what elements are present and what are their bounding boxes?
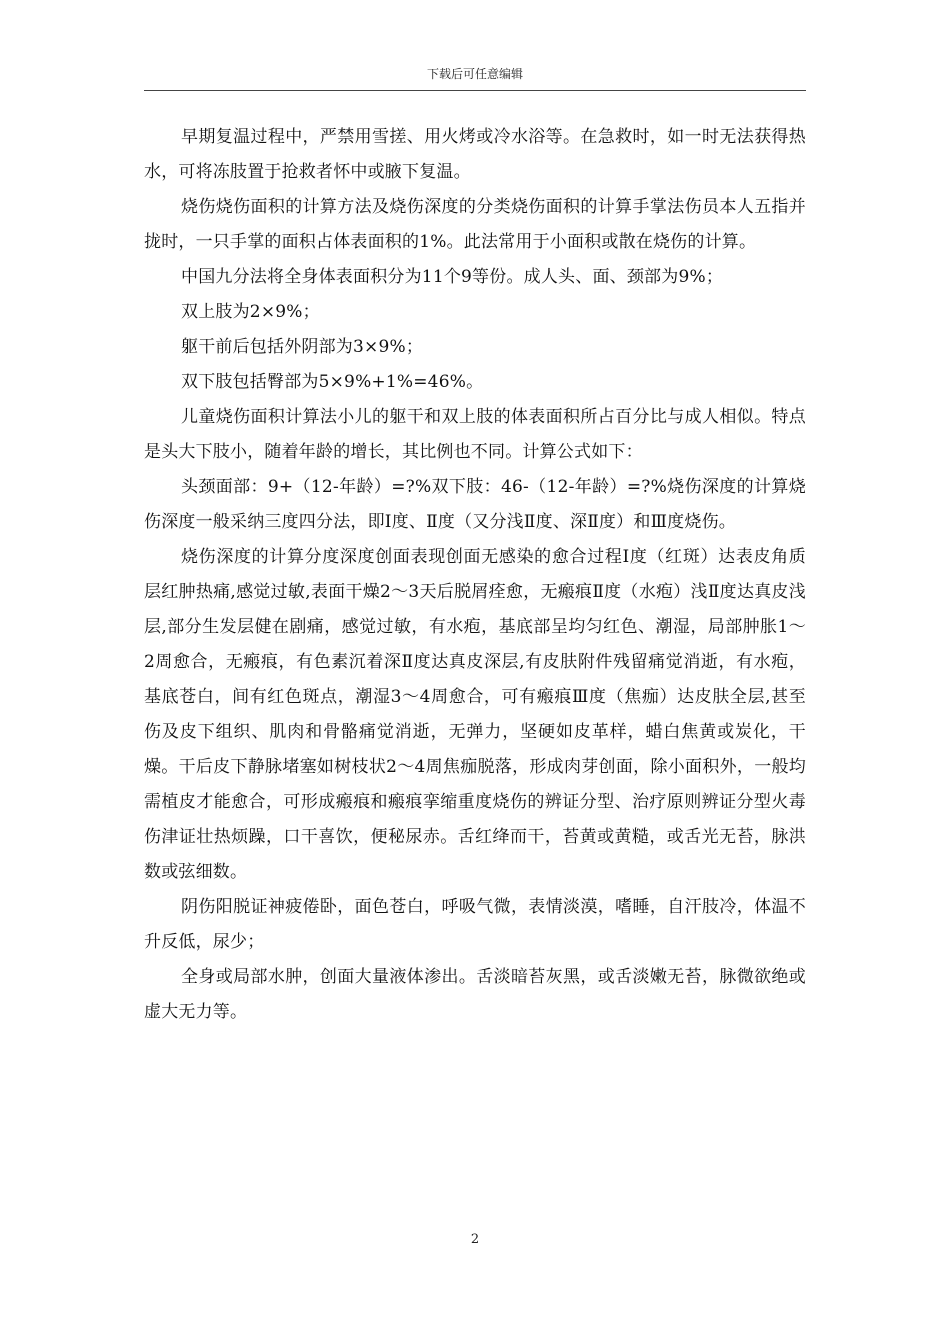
- paragraph: 中国九分法将全身体表面积分为11个9等份。成人头、面、颈部为9%；: [181, 267, 724, 287]
- page-number: 2: [470, 1232, 480, 1247]
- paragraph: 躯干前后包括外阴部为3×9%；: [181, 337, 424, 357]
- paragraph: 早期复温过程中，严禁用雪搓、用火烤或冷水浴等。在急救时，如一时无法获得热水，可将冻肢置于抢救者怀中或腋下复温。: [144, 127, 806, 182]
- paragraph: 烧伤烧伤面积的计算方法及烧伤深度的分类烧伤面积的计算手掌法伤员本人五指并拢时，一只手掌的面积占体表面积的1%。此法常用于小面积或散在烧伤的计算。: [144, 197, 806, 252]
- paragraph: 双下肢包括臀部为5×9%+1%=46%。: [181, 372, 484, 392]
- paragraph: 全身或局部水肿，创面大量液体渗出。舌淡暗苔灰黑，或舌淡嫩无苔，脉微欲绝或虚大无力等。: [144, 967, 806, 1022]
- paragraph: 烧伤深度的计算分度深度创面表现创面无感染的愈合过程Ⅰ度（红斑）达表皮角质层红肿热痛,感觉过敏,表面干燥2～3天后脱屑痊愈，无瘢痕Ⅱ度（水疱）浅Ⅱ度达真皮浅层,部分生发层健在剧痛，感觉过敏，有水疱，基底部呈均匀红色、潮湿，局部肿胀1～2周愈合，无瘢痕，有色素沉着深Ⅱ度达真皮深层,有皮肤附件残留痛觉消逝，有水疱，基底苍白，间有红色斑点，潮湿3～4周愈合，可有瘢痕Ⅲ度（焦痂）达皮肤全层,甚至伤及皮下组织、肌肉和骨骼痛觉消逝，无弹力，坚硬如皮革样，蜡白焦黄或炭化，干燥。干后皮下静脉堵塞如树枝状2～4周焦痂脱落，形成肉芽创面，除小面积外，一般均需植皮才能愈合，可形成瘢痕和瘢痕挛缩重度烧伤的辨证分型、治疗原则辨证分型火毒伤津证壮热烦躁，口干喜饮，便秘尿赤。舌红绛而干，苔黄或黄糙，或舌光无苔，脉洪数或弦细数。: [144, 547, 806, 882]
- paragraph: 儿童烧伤面积计算法小儿的躯干和双上肢的体表面积所占百分比与成人相似。特点是头大下肢小，随着年龄的增长，其比例也不同。计算公式如下：: [144, 407, 806, 462]
- paragraph: 阴伤阳脱证神疲倦卧，面色苍白，呼吸气微，表情淡漠，嗜睡，自汗肢冷，体温不升反低，尿少；: [144, 897, 806, 952]
- header-divider: [144, 90, 806, 91]
- paragraph: 头颈面部：9+（12-年龄）=?%双下肢：46-（12-年龄）=?%烧伤深度的计算烧伤深度一般采纳三度四分法，即Ⅰ度、Ⅱ度（又分浅Ⅱ度、深Ⅱ度）和Ⅲ度烧伤。: [144, 477, 806, 532]
- paragraph: 双上肢为2×9%；: [181, 302, 320, 322]
- document-body: [144, 120, 806, 1030]
- page-header: 下载后可任意编辑: [426, 67, 523, 81]
